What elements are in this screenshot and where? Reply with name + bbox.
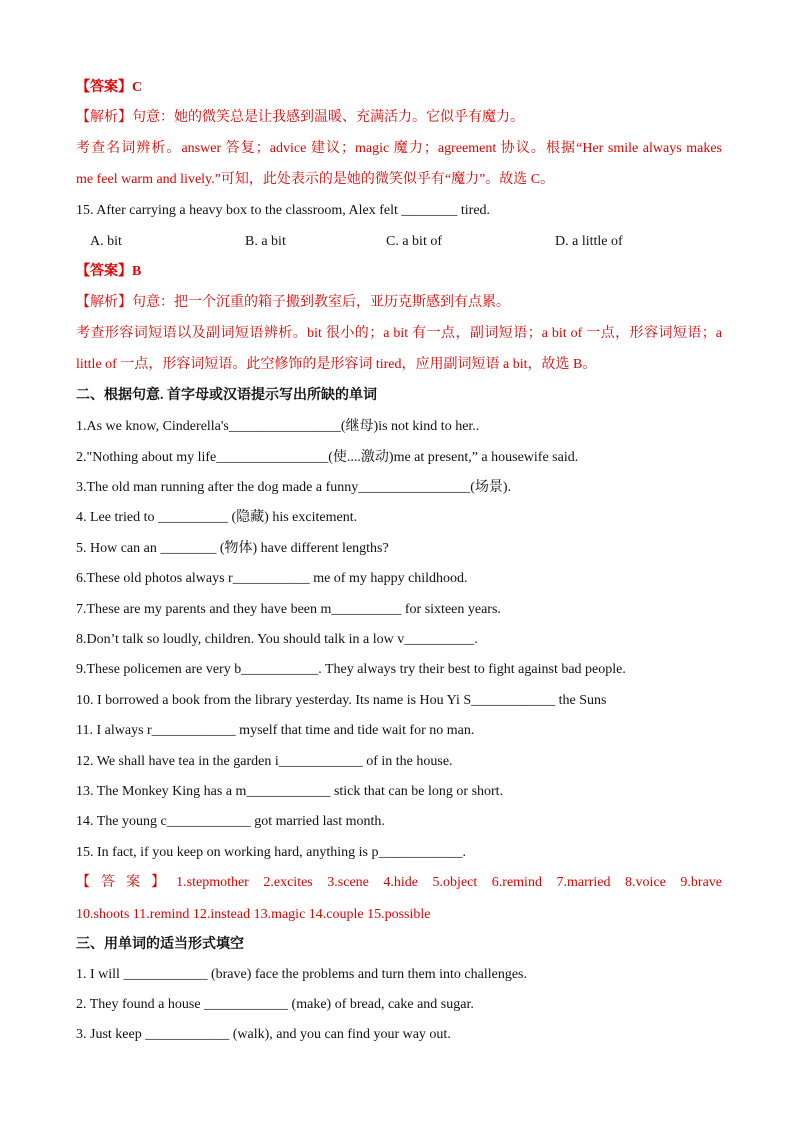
section3-item-3: 3. Just keep ____________ (walk), and you can find your way out. bbox=[76, 1027, 451, 1042]
q15-option-c: C. a bit of bbox=[386, 234, 442, 249]
section2-item-2: 2."Nothing about my life________________(使....激动)me at present,” a housewife said. bbox=[76, 450, 579, 465]
section2-item-8: 8.Don’t talk so loudly, children. You should talk in a low v__________. bbox=[76, 632, 478, 647]
section3-item-1: 1. I will ____________ (brave) face the problems and turn them into challenges. bbox=[76, 967, 527, 982]
section2-item-1: 1.As we know, Cinderella's________________(继母)is not kind to her.. bbox=[76, 419, 480, 434]
section2-item-14: 14. The young c____________ got married last month. bbox=[76, 814, 385, 829]
section2-title: 二、根据句意. 首字母或汉语提示写出所缺的单词 bbox=[76, 388, 377, 403]
q15-analysis-line-3: little of 一点，形容词短语。此空修饰的是形容词 tired，应用副词短语 a bit，故选 B。 bbox=[76, 357, 597, 372]
section2-item-5: 5. How can an ________ (物体) have different lengths? bbox=[76, 541, 389, 556]
q14-answer: 【答案】C bbox=[76, 80, 143, 95]
q15-option-d: D. a little of bbox=[555, 234, 623, 249]
section2-item-9: 9.These policemen are very b___________. They always try their best to fight against bad people. bbox=[76, 662, 626, 677]
section3-item-2: 2. They found a house ____________ (make) of bread, cake and sugar. bbox=[76, 997, 474, 1012]
section2-item-7: 7.These are my parents and they have been m__________ for sixteen years. bbox=[76, 602, 501, 617]
section2-answer-line-1: 【答案】1.stepmother 2.excites 3.scene 4.hide 5.object 6.remind 7.married 8.voice 9.brave bbox=[76, 875, 722, 890]
q14-analysis-line-3: me feel warm and lively.”可知，此处表示的是她的微笑似乎有“魔力”。故选 C。 bbox=[76, 172, 555, 187]
q14-analysis-line-1: 【解析】句意：她的微笑总是让我感到温暖、充满活力。它似乎有魔力。 bbox=[76, 110, 524, 125]
q15-option-b: B. a bit bbox=[245, 234, 286, 249]
q15-analysis-line-1: 【解析】句意：把一个沉重的箱子搬到教室后，亚历克斯感到有点累。 bbox=[76, 295, 510, 310]
q15-analysis-line-2: 考查形容词短语以及副词短语辨析。bit 很小的；a bit 有一点，副词短语；a bit of 一点，形容词短语；a bbox=[76, 326, 722, 341]
section3-title: 三、用单词的适当形式填空 bbox=[76, 937, 244, 952]
q15-question: 15. After carrying a heavy box to the classroom, Alex felt ________ tired. bbox=[76, 203, 491, 218]
section2-item-13: 13. The Monkey King has a m____________ stick that can be long or short. bbox=[76, 784, 504, 799]
q15-answer: 【答案】B bbox=[76, 264, 142, 279]
section2-item-10: 10. I borrowed a book from the library yesterday. Its name is Hou Yi S____________ the Suns bbox=[76, 693, 607, 708]
section2-item-15: 15. In fact, if you keep on working hard, anything is p____________. bbox=[76, 845, 466, 860]
section2-item-3: 3.The old man running after the dog made a funny________________(场景). bbox=[76, 480, 512, 495]
section2-item-4: 4. Lee tried to __________ (隐藏) his excitement. bbox=[76, 510, 358, 525]
q15-option-a: A. bit bbox=[90, 234, 122, 249]
section2-item-11: 11. I always r____________ myself that time and tide wait for no man. bbox=[76, 723, 475, 738]
section2-answer-line-2: 10.shoots 11.remind 12.instead 13.magic 14.couple 15.possible bbox=[76, 907, 431, 922]
section2-item-6: 6.These old photos always r___________ me of my happy childhood. bbox=[76, 571, 468, 586]
section2-item-12: 12. We shall have tea in the garden i____________ of in the house. bbox=[76, 754, 453, 769]
q14-analysis-line-2: 考查名词辨析。answer 答复；advice 建议；magic 魔力；agreement 协议。根据“Her smile always makes bbox=[76, 141, 722, 156]
